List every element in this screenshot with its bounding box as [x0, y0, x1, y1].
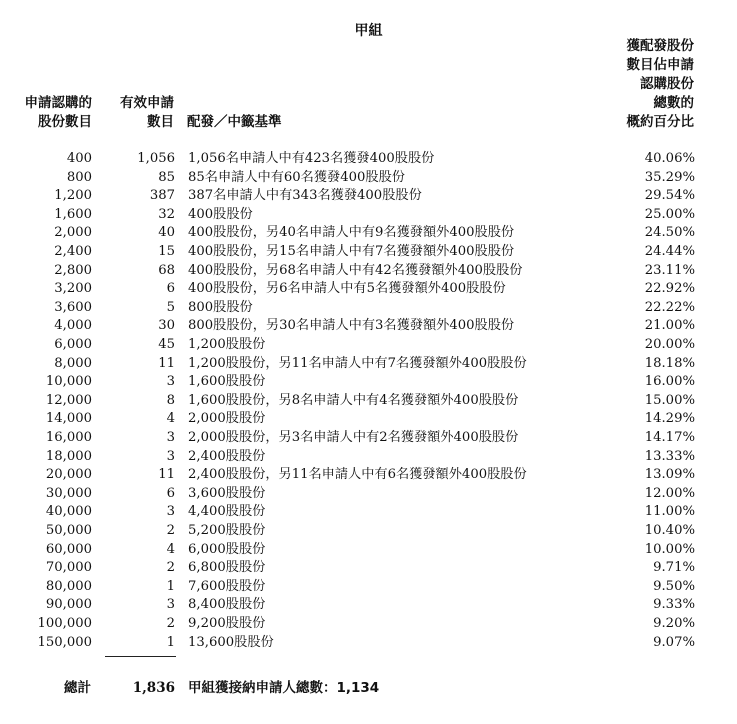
table-row	[0, 448, 737, 467]
cell-shares-applied: 6,000	[54, 337, 92, 352]
cell-valid-applications: 5	[166, 299, 175, 315]
cell-valid-applications: 1,056	[137, 151, 175, 166]
cell-valid-applications: 3	[166, 374, 175, 390]
cell-allocation-basis: 6,800股股份	[188, 560, 266, 576]
cell-allocation-basis: 400股股份，另40名申請人中有9名獲發額外400股股份	[188, 225, 515, 241]
table-row	[0, 578, 737, 597]
cell-percentage: 22.22%	[644, 299, 695, 315]
table-row	[0, 596, 737, 615]
cell-valid-applications: 45	[158, 337, 175, 352]
cell-valid-applications: 11	[158, 467, 175, 483]
cell-allocation-basis: 800股股份	[188, 299, 253, 315]
cell-shares-applied: 400	[66, 151, 92, 166]
cell-shares-applied: 18,000	[45, 448, 92, 464]
cell-allocation-basis: 1,056名申請人中有423名獲發400股股份	[188, 151, 435, 166]
cell-percentage: 24.44%	[644, 244, 695, 259]
cell-allocation-basis: 800股股份，另30名申請人中有3名獲發額外400股股份	[188, 318, 515, 334]
cell-shares-applied: 2,400	[54, 244, 92, 259]
table-row	[0, 355, 737, 374]
cell-allocation-basis: 3,600股股份	[188, 485, 266, 501]
table-row	[0, 206, 737, 225]
table-row	[0, 280, 737, 299]
cell-valid-applications: 68	[158, 262, 175, 278]
cell-valid-applications: 2	[166, 616, 175, 631]
cell-shares-applied: 10,000	[45, 374, 92, 390]
cell-shares-applied: 90,000	[45, 597, 92, 613]
table-row	[0, 634, 737, 653]
cell-valid-applications: 387	[149, 188, 175, 204]
cell-valid-applications: 6	[166, 281, 175, 297]
table-row	[0, 299, 737, 318]
cell-percentage: 13.33%	[644, 448, 695, 464]
cell-allocation-basis: 5,200股股份	[188, 523, 266, 538]
table-row	[0, 169, 737, 188]
cell-percentage: 9.33%	[653, 597, 695, 613]
cell-percentage: 9.71%	[653, 560, 695, 576]
table-row	[0, 485, 737, 504]
cell-percentage: 14.29%	[644, 411, 695, 427]
table-row	[0, 615, 737, 634]
header-allocation-basis: 配發／中籤基準	[187, 114, 282, 130]
cell-shares-applied: 80,000	[45, 578, 92, 594]
cell-percentage: 20.00%	[644, 337, 695, 352]
cell-shares-applied: 50,000	[45, 523, 92, 538]
cell-shares-applied: 70,000	[45, 560, 92, 576]
cell-valid-applications: 1	[166, 578, 175, 594]
table-row	[0, 429, 737, 448]
cell-valid-applications: 15	[158, 244, 175, 259]
cell-valid-applications: 4	[166, 541, 175, 557]
cell-shares-applied: 2,000	[54, 225, 92, 241]
cell-allocation-basis: 85名申請人中有60名獲發400股股份	[188, 169, 405, 185]
cell-shares-applied: 2,800	[54, 262, 92, 278]
cell-allocation-basis: 2,400股股份，另11名申請人中有6名獲發額外400股股份	[188, 467, 527, 483]
cell-valid-applications: 3	[166, 448, 175, 464]
total-label: 總計	[64, 680, 91, 696]
cell-allocation-basis: 1,600股股份，另8名申請人中有4名獲發額外400股股份	[188, 392, 519, 408]
cell-shares-applied: 60,000	[45, 541, 92, 557]
cell-allocation-basis: 7,600股股份	[188, 578, 266, 594]
cell-percentage: 40.06%	[644, 151, 695, 166]
cell-allocation-basis: 8,400股股份	[188, 597, 266, 613]
table-row	[0, 541, 737, 560]
cell-allocation-basis: 13,600股股份	[188, 634, 274, 650]
cell-allocation-basis: 6,000股股份	[188, 541, 266, 557]
table-row	[0, 243, 737, 262]
cell-allocation-basis: 9,200股股份	[188, 616, 266, 631]
cell-allocation-basis: 4,400股股份	[188, 504, 266, 520]
cell-allocation-basis: 387名申請人中有343名獲發400股股份	[188, 188, 422, 204]
cell-shares-applied: 100,000	[37, 616, 92, 631]
table-row	[0, 262, 737, 281]
cell-percentage: 11.00%	[644, 504, 695, 520]
total-rule	[105, 656, 176, 657]
table-row	[0, 392, 737, 411]
table-row	[0, 224, 737, 243]
cell-valid-applications: 6	[166, 485, 175, 501]
cell-allocation-basis: 2,000股股份	[188, 411, 266, 427]
cell-shares-applied: 800	[66, 169, 92, 185]
cell-valid-applications: 11	[158, 355, 175, 371]
cell-valid-applications: 3	[166, 430, 175, 445]
cell-percentage: 14.17%	[644, 430, 695, 445]
table-row	[0, 522, 737, 541]
cell-percentage: 35.29%	[644, 169, 695, 185]
cell-percentage: 16.00%	[644, 374, 695, 390]
cell-valid-applications: 30	[158, 318, 175, 334]
table-row	[0, 336, 737, 355]
cell-shares-applied: 12,000	[45, 392, 92, 408]
header-shares-applied: 申請認購的 股份數目	[24, 95, 92, 130]
cell-shares-applied: 20,000	[45, 467, 92, 483]
table-row	[0, 559, 737, 578]
cell-percentage: 21.00%	[644, 318, 695, 334]
cell-allocation-basis: 2,000股股份，另3名申請人中有2名獲發額外400股股份	[188, 430, 519, 445]
cell-valid-applications: 2	[166, 523, 175, 538]
cell-valid-applications: 40	[158, 225, 175, 241]
cell-percentage: 22.92%	[644, 281, 695, 297]
cell-shares-applied: 150,000	[37, 634, 92, 650]
cell-valid-applications: 8	[166, 392, 175, 408]
cell-percentage: 15.00%	[644, 392, 695, 408]
table-row	[0, 150, 737, 169]
cell-percentage: 13.09%	[644, 467, 695, 483]
cell-percentage: 25.00%	[644, 206, 695, 222]
cell-shares-applied: 30,000	[45, 485, 92, 501]
cell-shares-applied: 1,600	[54, 206, 92, 222]
table-row	[0, 410, 737, 429]
table-row	[0, 187, 737, 206]
cell-percentage: 9.20%	[653, 616, 695, 631]
cell-percentage: 12.00%	[644, 485, 695, 501]
cell-percentage: 10.40%	[644, 523, 695, 538]
cell-valid-applications: 2	[166, 560, 175, 576]
cell-percentage: 29.54%	[644, 188, 695, 204]
cell-allocation-basis: 1,200股股份，另11名申請人中有7名獲發額外400股股份	[188, 355, 527, 371]
cell-percentage: 23.11%	[644, 262, 695, 278]
total-count: 1,836	[132, 680, 175, 696]
cell-valid-applications: 3	[166, 504, 175, 520]
cell-valid-applications: 32	[158, 206, 175, 222]
cell-valid-applications: 1	[166, 634, 175, 650]
header-valid-applications: 有效申請 數目	[120, 95, 174, 130]
table-row	[0, 373, 737, 392]
cell-percentage: 24.50%	[644, 225, 695, 241]
page-title: 甲組	[354, 23, 383, 39]
cell-allocation-basis: 400股股份，另15名申請人中有7名獲發額外400股股份	[188, 244, 515, 259]
header-approx-percentage: 獲配發股份 數目佔申請 認購股份 總數的 概約百分比	[626, 38, 694, 130]
cell-shares-applied: 4,000	[54, 318, 92, 334]
cell-allocation-basis: 400股股份	[188, 206, 253, 222]
cell-percentage: 9.50%	[653, 578, 695, 594]
cell-percentage: 18.18%	[644, 355, 695, 371]
cell-valid-applications: 4	[166, 411, 175, 427]
cell-shares-applied: 14,000	[45, 411, 92, 427]
cell-valid-applications: 85	[158, 169, 175, 185]
cell-shares-applied: 3,600	[54, 299, 92, 315]
cell-valid-applications: 3	[166, 597, 175, 613]
table-row	[0, 317, 737, 336]
cell-allocation-basis: 400股股份，另6名申請人中有5名獲發額外400股股份	[188, 281, 506, 297]
cell-shares-applied: 40,000	[45, 504, 92, 520]
table-row	[0, 466, 737, 485]
table-row	[0, 503, 737, 522]
cell-allocation-basis: 1,200股股份	[188, 337, 266, 352]
cell-allocation-basis: 2,400股股份	[188, 448, 266, 464]
cell-shares-applied: 1,200	[54, 188, 92, 204]
cell-percentage: 9.07%	[653, 634, 695, 650]
cell-allocation-basis: 400股股份，另68名申請人中有42名獲發額外400股股份	[188, 262, 523, 278]
cell-shares-applied: 16,000	[45, 430, 92, 445]
cell-shares-applied: 8,000	[54, 355, 92, 371]
cell-shares-applied: 3,200	[54, 281, 92, 297]
cell-percentage: 10.00%	[644, 541, 695, 557]
total-accepted-applicants: 甲組獲接納申請人總數：1,134	[188, 680, 380, 696]
cell-allocation-basis: 1,600股股份	[188, 374, 266, 390]
